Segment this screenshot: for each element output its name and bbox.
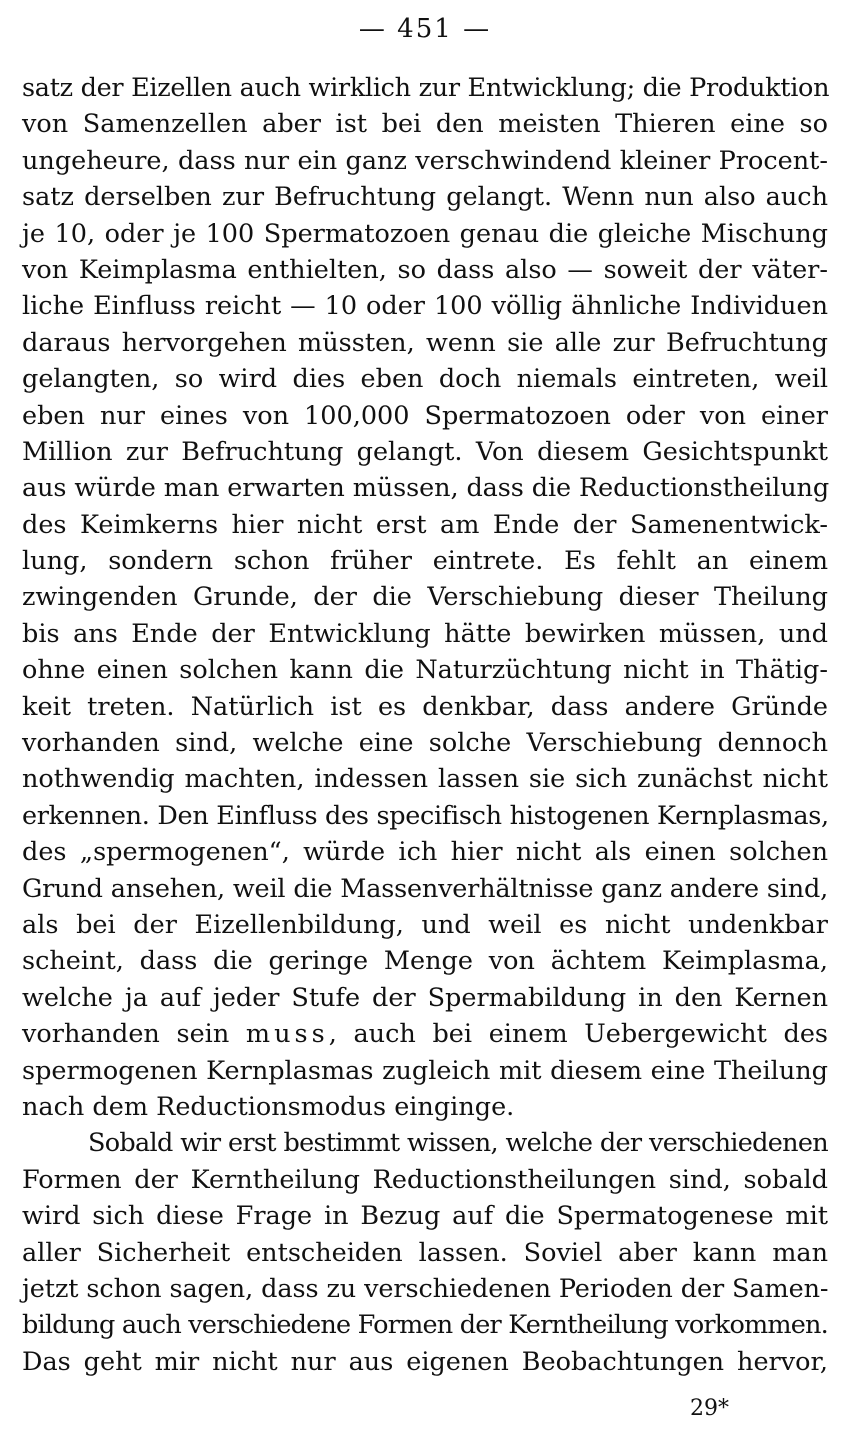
- text-line: bildung auch verschiedene Formen der Kerntheilung vorkommen.: [22, 1310, 828, 1341]
- text-line: Sobald wir erst bestimmt wissen, welche der verschiedenen: [88, 1128, 828, 1159]
- text-line: satz derselben zur Befruchtung gelangt. Wenn nun also auch: [22, 182, 828, 213]
- text-line: jetzt schon sagen, dass zu verschiedenen Perioden der Samen-: [22, 1273, 829, 1304]
- page-number: — 451 —: [358, 14, 492, 44]
- paragraph-2: [22, 1125, 828, 1380]
- text-line: lung, sondern schon früher eintrete. Es fehlt an einem: [22, 546, 828, 577]
- text-line: gelangten, so wird dies eben doch niemals eintreten, weil: [22, 364, 828, 395]
- text-line: ohne einen solchen kann die Naturzüchtung nicht in Thätig-: [22, 655, 828, 686]
- text-line: Grund ansehen, weil die Massenverhältnisse ganz andere sind,: [22, 873, 828, 904]
- text-line: des Keimkerns hier nicht erst am Ende der Samenentwick-: [22, 509, 828, 540]
- text-line: [22, 1016, 828, 1052]
- text-line: wird sich diese Frage in Bezug auf die Spermatogenese mit: [22, 1201, 828, 1232]
- text-line: keit treten. Natürlich ist es denkbar, dass andere Gründe: [22, 691, 828, 722]
- text-line: des „spermogenen“, würde ich hier nicht als einen solchen: [22, 837, 828, 868]
- text-line: eben nur eines von 100,000 Spermatozoen oder von einer: [22, 400, 828, 431]
- emphasized-word: muss: [245, 1019, 329, 1050]
- text-line: je 10, oder je 100 Spermatozoen genau die gleiche Mischung: [22, 218, 828, 249]
- text-line: aller Sicherheit entscheiden lassen. Soviel aber kann man: [22, 1237, 828, 1268]
- text-line: daraus hervorgehen müssten, wenn sie alle zur Befruchtung: [22, 327, 828, 358]
- paragraph-1: [22, 70, 828, 1125]
- text-line: bis ans Ende der Entwicklung hätte bewirken müssen, und: [22, 618, 828, 649]
- text-line: von Keimplasma enthielten, so dass also — soweit der väter-: [22, 254, 828, 285]
- text-line: nothwendig machten, indessen lassen sie sich zunächst nicht: [22, 764, 828, 795]
- text-line: vorhanden sind, welche eine solche Verschiebung dennoch: [22, 728, 828, 759]
- body-text: [22, 70, 828, 1380]
- text-segment: vorhanden sein: [22, 1019, 246, 1050]
- text-line: satz der Eizellen auch wirklich zur Entwicklung; die Produktion: [22, 73, 830, 103]
- text-line: scheint, dass die geringe Menge von ächtem Keimplasma,: [22, 946, 828, 977]
- text-line: von Samenzellen aber ist bei den meisten Thieren eine so: [22, 109, 828, 140]
- text-line: liche Einfluss reicht — 10 oder 100 völlig ähnliche Individuen: [22, 291, 828, 322]
- text-line: nach dem Reductionsmodus einginge.: [22, 1091, 515, 1122]
- text-line: Das geht mir nicht nur aus eigenen Beobachtungen hervor,: [22, 1346, 828, 1377]
- text-line: Formen der Kerntheilung Reductionstheilungen sind, sobald: [22, 1164, 828, 1195]
- printer-signature-mark: 29*: [690, 1396, 729, 1421]
- text-line: erkennen. Den Einfluss des specifisch histogenen Kernplasmas,: [22, 800, 829, 831]
- text-line: als bei der Eizellenbildung, und weil es nicht undenkbar: [22, 909, 828, 940]
- text-line: aus würde man erwarten müssen, dass die Reductionstheilung: [22, 473, 830, 504]
- text-line: ungeheure, dass nur ein ganz verschwindend kleiner Procent-: [22, 145, 828, 176]
- text-line: zwingenden Grunde, der die Verschiebung dieser Theilung: [22, 582, 828, 613]
- text-line: welche ja auf jeder Stufe der Spermabildung in den Kernen: [22, 982, 828, 1013]
- text-line: spermogenen Kernplasmas zugleich mit diesem eine Theilung: [22, 1055, 828, 1086]
- text-line: Million zur Befruchtung gelangt. Von diesem Gesichtspunkt: [22, 436, 828, 467]
- text-segment: , auch bei einem Uebergewicht des: [328, 1019, 828, 1050]
